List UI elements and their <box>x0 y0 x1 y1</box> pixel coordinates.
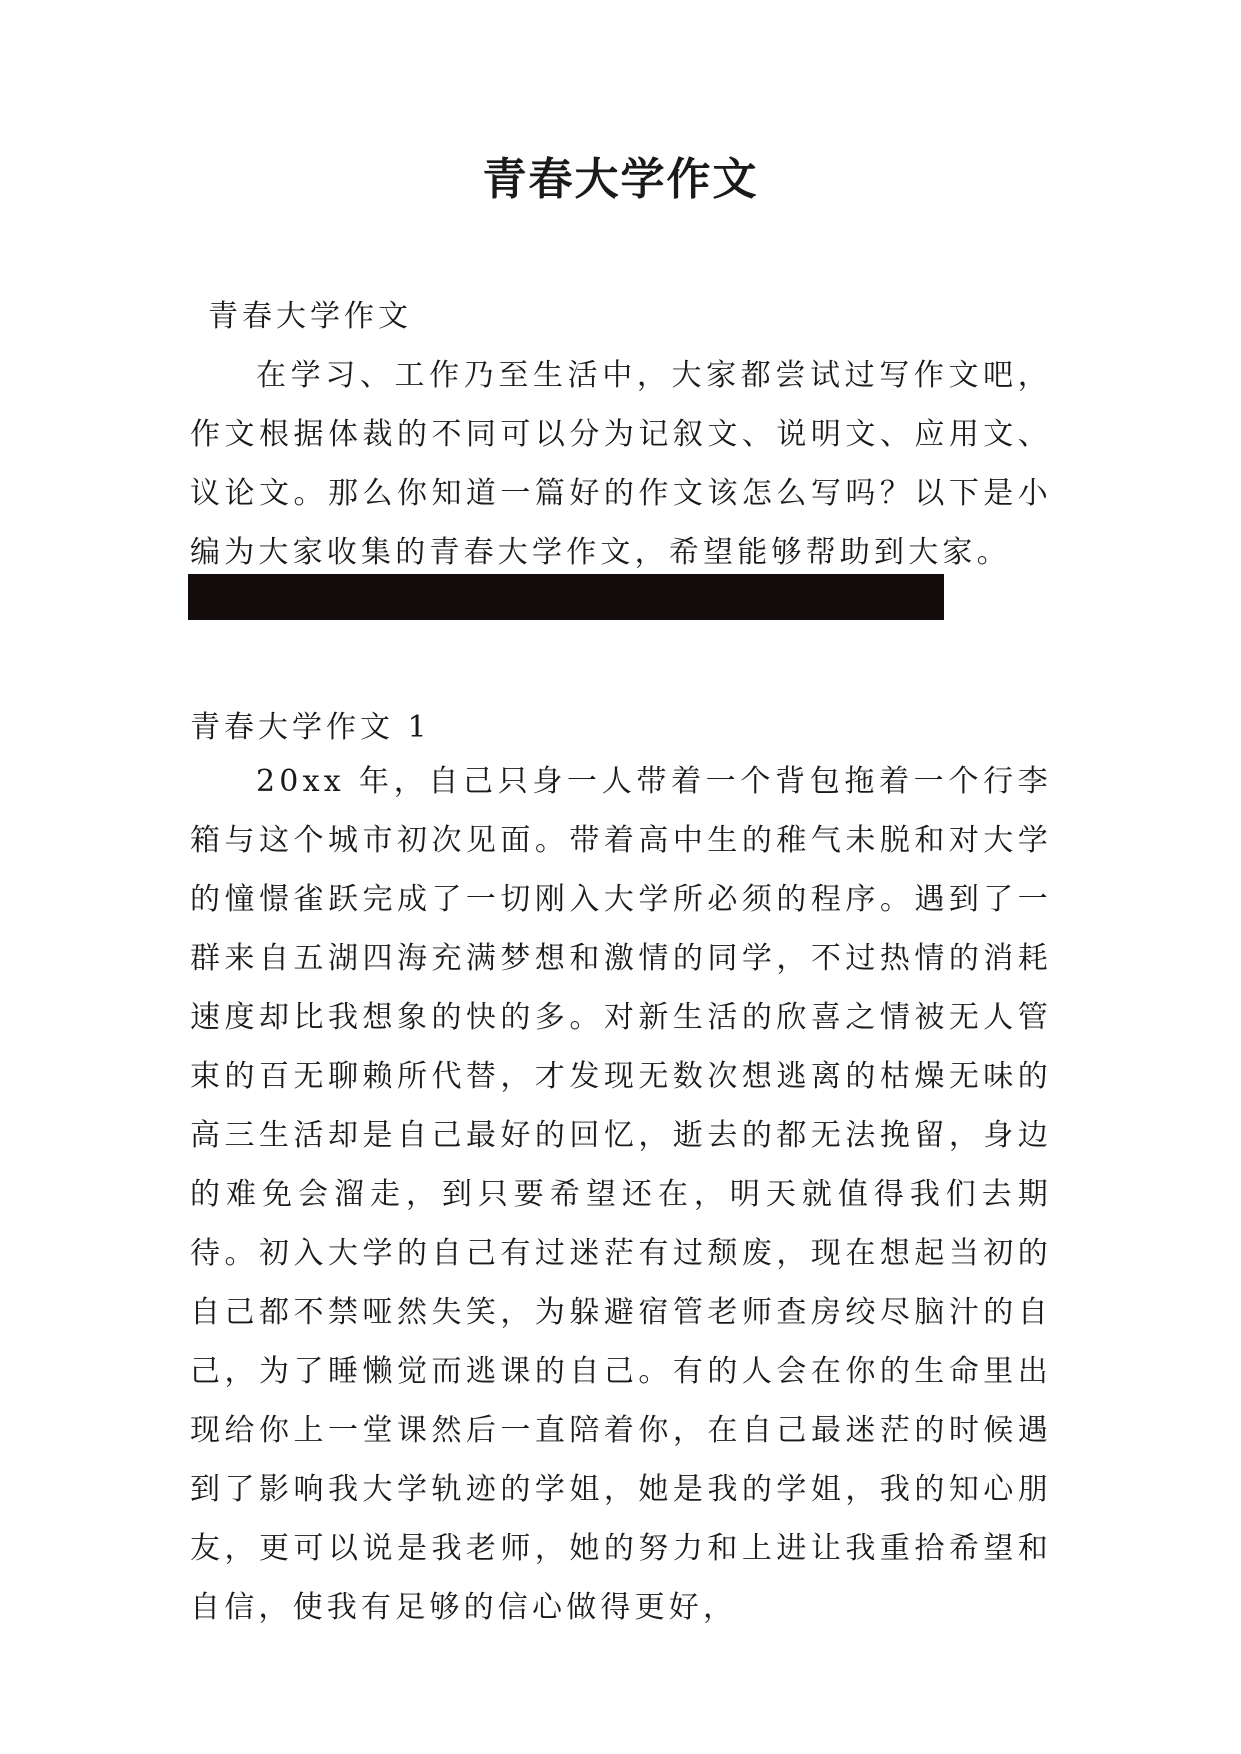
essay-paragraph: 20xx 年，自己只身一人带着一个背包拖着一个行李箱与这个城市初次见面。带着高中生的稚气未脱和对大学的憧憬雀跃完成了一切刚入大学所必须的程序。遇到了一群来自五湖四海充满梦想和激情的同学，不过热情的消耗速度却比我想象的快的多。对新生活的欣喜之情被无人管束的百无聊赖所代替，才发现无数次想逃离的枯燥无味的高三生活却是自己最好的回忆，逝去的都无法挽留，身边的难免会溜走，到只要希望还在，明天就值得我们去期待。初入大学的自己有过迷茫有过颓废，现在想起当初的自己都不禁哑然失笑，为躲避宿管老师查房绞尽脑汁的自己，为了睡懒觉而逃课的自己。有的人会在你的生命里出现给你上一堂课然后一直陪着你，在自己最迷茫的时候遇到了影响我大学轨迹的学姐，她是我的学姐，我的知心朋友，更可以说是我老师，她的努力和上进让我重拾希望和自信，使我有足够的信心做得更好， <box>190 764 1052 1625</box>
section-heading: 青春大学作文 1 <box>190 710 431 745</box>
intro-paragraph: 在学习、工作乃至生活中，大家都尝试过写作文吧，作文根据体裁的不同可以分为记叙文、说明文、应用文、议论文。那么你知道一篇好的作文该怎么写吗？以下是小编为大家收集的青春大学作文，希望能够帮助到大家。 <box>190 358 1052 570</box>
document-title: 青春大学作文 <box>482 154 759 205</box>
document-subtitle: 青春大学作文 <box>208 299 412 334</box>
redaction-bar <box>188 574 944 620</box>
